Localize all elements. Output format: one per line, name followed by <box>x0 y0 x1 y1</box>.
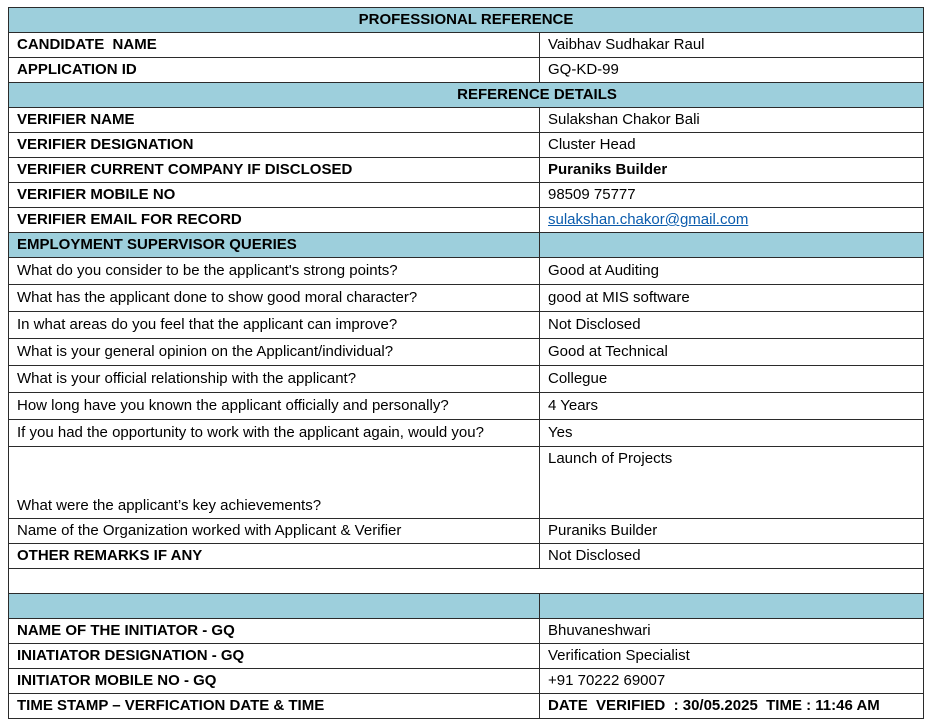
verifier-mobile-label: VERIFIER MOBILE NO <box>9 183 540 208</box>
query-row <box>9 339 924 366</box>
verifier-designation-value: Cluster Head <box>540 133 924 158</box>
initiator-name-label: NAME OF THE INITIATOR - GQ <box>9 619 540 644</box>
verifier-email-row <box>9 208 924 233</box>
query-row <box>9 519 924 544</box>
page-title: PROFESSIONAL REFERENCE <box>9 8 924 33</box>
query-question: What were the applicant’s key achievements? <box>9 447 540 519</box>
query-question: How long have you known the applicant officially and personally? <box>9 393 540 420</box>
query-answer: Good at Technical <box>540 339 924 366</box>
initiator-designation-label: INIATIATOR DESIGNATION - GQ <box>9 644 540 669</box>
candidate-name-row <box>9 33 924 58</box>
query-answer: Launch of Projects <box>540 447 924 519</box>
remarks-row <box>9 544 924 569</box>
verifier-name-value: Sulakshan Chakor Bali <box>540 108 924 133</box>
initiator-mobile-label: INITIATOR MOBILE NO - GQ <box>9 669 540 694</box>
initiator-name-row <box>9 619 924 644</box>
application-id-row <box>9 58 924 83</box>
query-answer: 4 Years <box>540 393 924 420</box>
initiator-designation-value: Verification Specialist <box>540 644 924 669</box>
initiator-mobile-value: +91 70222 69007 <box>540 669 924 694</box>
query-answer: Good at Auditing <box>540 258 924 285</box>
query-question: What has the applicant done to show good moral character? <box>9 285 540 312</box>
query-row <box>9 420 924 447</box>
query-question: What do you consider to be the applicant's strong points? <box>9 258 540 285</box>
initiator-header-right <box>540 594 924 619</box>
query-row-achievements <box>9 447 924 519</box>
blank-row <box>9 569 924 594</box>
verifier-company-row <box>9 158 924 183</box>
professional-reference-table <box>8 7 924 719</box>
blank-cell <box>9 569 924 594</box>
remarks-value: Not Disclosed <box>540 544 924 569</box>
query-answer: good at MIS software <box>540 285 924 312</box>
queries-header-empty <box>540 233 924 258</box>
reference-details-header: REFERENCE DETAILS <box>9 83 924 108</box>
query-answer: Collegue <box>540 366 924 393</box>
timestamp-row <box>9 694 924 719</box>
verifier-company-label: VERIFIER CURRENT COMPANY IF DISCLOSED <box>9 158 540 183</box>
query-question: What is your general opinion on the Applicant/individual? <box>9 339 540 366</box>
initiator-mobile-row <box>9 669 924 694</box>
query-answer: Puraniks Builder <box>540 519 924 544</box>
query-question: Name of the Organization worked with Applicant & Verifier <box>9 519 540 544</box>
reference-details-header-row <box>9 83 924 108</box>
verifier-mobile-row <box>9 183 924 208</box>
query-row <box>9 393 924 420</box>
queries-header-row <box>9 233 924 258</box>
query-row <box>9 366 924 393</box>
verifier-email-link[interactable]: sulakshan.chakor@gmail.com <box>548 211 749 228</box>
application-id-value: GQ-KD-99 <box>540 58 924 83</box>
initiator-header-left <box>9 594 540 619</box>
query-answer: Not Disclosed <box>540 312 924 339</box>
candidate-name-value: Vaibhav Sudhakar Raul <box>540 33 924 58</box>
query-row <box>9 312 924 339</box>
candidate-name-label: CANDIDATE NAME <box>9 33 540 58</box>
initiator-header-row <box>9 594 924 619</box>
query-question: What is your official relationship with the applicant? <box>9 366 540 393</box>
verifier-designation-row <box>9 133 924 158</box>
timestamp-label: TIME STAMP – VERFICATION DATE & TIME <box>9 694 540 719</box>
verifier-name-label: VERIFIER NAME <box>9 108 540 133</box>
remarks-label: OTHER REMARKS IF ANY <box>9 544 540 569</box>
query-row <box>9 258 924 285</box>
verifier-designation-label: VERIFIER DESIGNATION <box>9 133 540 158</box>
verifier-email-cell <box>540 208 924 233</box>
title-row <box>9 8 924 33</box>
query-answer: Yes <box>540 420 924 447</box>
verifier-mobile-value: 98509 75777 <box>540 183 924 208</box>
initiator-name-value: Bhuvaneshwari <box>540 619 924 644</box>
query-question: If you had the opportunity to work with the applicant again, would you? <box>9 420 540 447</box>
query-row <box>9 285 924 312</box>
initiator-designation-row <box>9 644 924 669</box>
verifier-company-value: Puraniks Builder <box>540 158 924 183</box>
verifier-name-row <box>9 108 924 133</box>
timestamp-value: DATE VERIFIED : 30/05.2025 TIME : 11:46 AM <box>540 694 924 719</box>
queries-header: EMPLOYMENT SUPERVISOR QUERIES <box>9 233 540 258</box>
verifier-email-label: VERIFIER EMAIL FOR RECORD <box>9 208 540 233</box>
application-id-label: APPLICATION ID <box>9 58 540 83</box>
query-question: In what areas do you feel that the applicant can improve? <box>9 312 540 339</box>
